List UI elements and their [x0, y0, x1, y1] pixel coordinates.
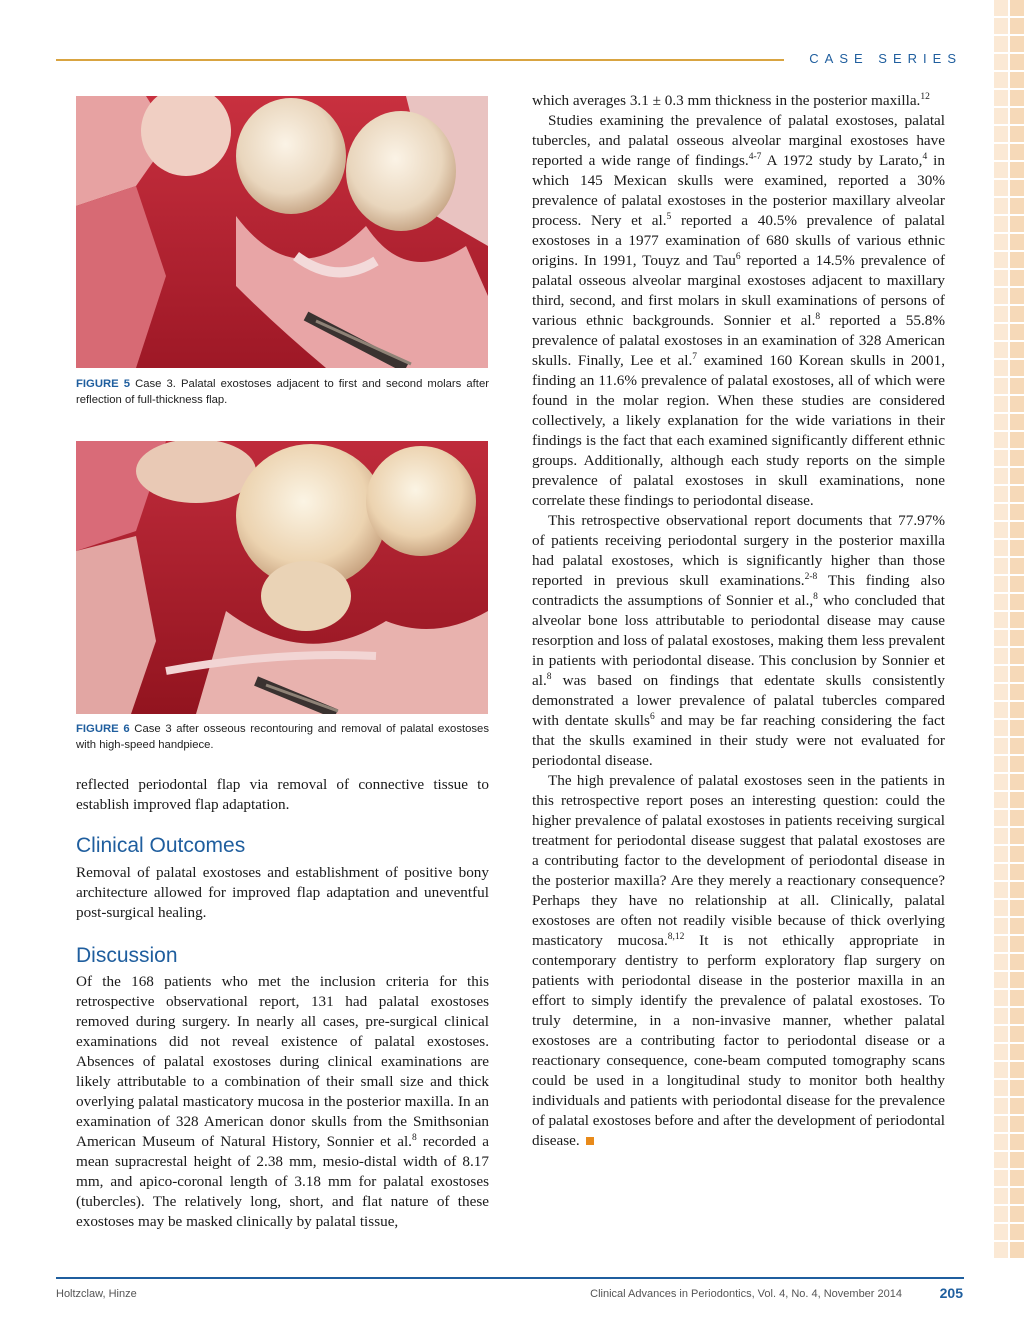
- text-run: examined 160 Korean skulls in 2001, finding an 11.6% prevalence of palatal exostoses, all of which were found in the molar region. When these studies are considered collectively, a likely explanation for the wide variations in their findings is the fact that each examined significantly different ethnic groups. Additionally, although each study reports on the simple prevalence of palatal exostoses in skull examinations, none correlate these findings to periodontal disease.: [532, 352, 945, 509]
- decorative-tile: [994, 918, 1008, 934]
- decorative-tile: [994, 558, 1008, 574]
- decorative-tile: [994, 900, 1008, 916]
- text-run: was based on findings that edentate skulls consistently demonstrated a lower prevalence of palatal tubercles compared with dentate skulls: [532, 672, 945, 729]
- decorative-tile: [1010, 432, 1024, 448]
- decorative-tile: [994, 1026, 1008, 1042]
- decorative-tile: [994, 1152, 1008, 1168]
- decorative-tile: [1010, 576, 1024, 592]
- decorative-tile: [1010, 360, 1024, 376]
- decorative-tile: [1010, 1026, 1024, 1042]
- reference: 8: [411, 1132, 417, 1143]
- decorative-tile: [1010, 90, 1024, 106]
- decorative-tile: [994, 360, 1008, 376]
- decorative-tile: [1010, 1044, 1024, 1060]
- decorative-tile: [1010, 936, 1024, 952]
- decorative-tile: [994, 108, 1008, 124]
- decorative-tile: [994, 414, 1008, 430]
- decorative-tile: [1010, 72, 1024, 88]
- decorative-tile: [994, 1170, 1008, 1186]
- decorative-tile: [994, 252, 1008, 268]
- decorative-tile: [994, 1044, 1008, 1060]
- decorative-tile: [994, 576, 1008, 592]
- decorative-tile: [994, 972, 1008, 988]
- decorative-tile: [994, 1098, 1008, 1114]
- decorative-tile: [1010, 144, 1024, 160]
- decorative-tile: [994, 234, 1008, 250]
- paragraph: [532, 511, 945, 771]
- decorative-tile: [994, 36, 1008, 52]
- decorative-tile: [1010, 486, 1024, 502]
- text-run: This finding also contradicts the assumptions of Sonnier et al.,: [532, 572, 945, 609]
- decorative-tile: [1010, 540, 1024, 556]
- caption-text: Case 3. Palatal exostoses adjacent to first and second molars after reflection of full-thickness flap.: [76, 378, 489, 406]
- decorative-tile: [1010, 306, 1024, 322]
- decorative-tile: [1010, 630, 1024, 646]
- text-run: who concluded that alveolar bone loss attributable to periodontal disease may cause resorption and loss of palatal exostoses, making them less prevalent in patients with periodontal disease. This conclusion by Sonnier et al.: [532, 592, 945, 689]
- decorative-tile: [1010, 792, 1024, 808]
- decorative-tile: [1010, 468, 1024, 484]
- paragraph: [532, 111, 945, 511]
- clinical-outcomes-text: [76, 863, 489, 923]
- decorative-tile: [994, 774, 1008, 790]
- figure-label: FIGURE 5: [76, 378, 131, 390]
- decorative-tile: [1010, 288, 1024, 304]
- decorative-tile: [1010, 882, 1024, 898]
- figure-5-caption: [76, 377, 489, 408]
- text-run: Of the 168 patients who met the inclusion criteria for this retrospective observational report, 131 had palatal exostoses removed during surgery. In nearly all cases, pre-surgical clinical examinations did not reveal existence of palatal exostoses. Absences of palatal exostoses during clinical examinations are likely attributable to a combination of their small size and thick overlying palatal masticatory mucosa in the posterior maxilla. In an examination of 328 American donor skulls from the Smithsonian American Museum of Natural History, Sonnier et al.: [76, 973, 489, 1150]
- decorative-tile: [1010, 864, 1024, 880]
- decorative-tile: [994, 792, 1008, 808]
- decorative-tile: [1010, 1098, 1024, 1114]
- decorative-tile: [1010, 1008, 1024, 1024]
- reference: 6: [735, 251, 741, 262]
- text-run: Studies examining the prevalence of palatal exostoses, palatal tubercles, and palatal osseous alveolar marginal exostoses have reported a wide range of findings.: [532, 112, 945, 169]
- decorative-tile: [1010, 954, 1024, 970]
- heading-clinical-outcomes: Clinical Outcomes: [76, 834, 246, 857]
- decorative-tile: [1010, 918, 1024, 934]
- text-run: reported a 14.5% prevalence of palatal osseous alveolar marginal exostoses adjacent to maxillary third, second, and first molars in skull examinations of persons of various ethnic backgrounds. Sonnier et al.: [532, 252, 945, 329]
- decorative-tile: [1010, 270, 1024, 286]
- decorative-tile: [1010, 252, 1024, 268]
- reference: 2-8: [804, 571, 818, 582]
- decorative-tile: [994, 594, 1008, 610]
- decorative-tile: [994, 468, 1008, 484]
- decorative-tile: [994, 630, 1008, 646]
- reference: 6: [649, 711, 655, 722]
- reference: 8: [815, 311, 821, 322]
- decorative-tile: [994, 1116, 1008, 1132]
- end-of-article-mark: [586, 1137, 594, 1145]
- decorative-tile: [994, 936, 1008, 952]
- decorative-tile: [1010, 810, 1024, 826]
- decorative-tile: [1010, 180, 1024, 196]
- decorative-tile: [994, 0, 1008, 16]
- left-column-intro: [76, 775, 489, 815]
- decorative-tile: [1010, 1206, 1024, 1222]
- decorative-tile: [994, 648, 1008, 664]
- reference: 4-7: [748, 151, 762, 162]
- decorative-tile: [1010, 234, 1024, 250]
- decorative-side-strip: [994, 0, 1024, 1325]
- decorative-tile: [994, 324, 1008, 340]
- decorative-tile: [1010, 702, 1024, 718]
- decorative-tile: [994, 864, 1008, 880]
- decorative-tile: [994, 144, 1008, 160]
- decorative-tile: [994, 486, 1008, 502]
- reference: 12: [920, 91, 930, 102]
- decorative-tile: [994, 342, 1008, 358]
- text-run: reported a 55.8% prevalence of palatal exostoses in an examination of 328 American skulls. Finally, Lee et al.: [532, 312, 945, 369]
- figure-6-caption: [76, 722, 489, 753]
- decorative-tile: [1010, 720, 1024, 736]
- decorative-tile: [994, 828, 1008, 844]
- decorative-tile: [1010, 1152, 1024, 1168]
- decorative-tile: [1010, 1134, 1024, 1150]
- decorative-tile: [994, 1134, 1008, 1150]
- decorative-tile: [1010, 162, 1024, 178]
- discussion-text: [76, 972, 489, 1232]
- decorative-tile: [994, 846, 1008, 862]
- decorative-tile: [994, 882, 1008, 898]
- decorative-tile: [1010, 684, 1024, 700]
- decorative-tile: [994, 1080, 1008, 1096]
- decorative-tile: [994, 432, 1008, 448]
- decorative-tile: [994, 684, 1008, 700]
- decorative-tile: [1010, 198, 1024, 214]
- text-run: It is not ethically appropriate in contemporary dentistry to perform exploratory flap surgery on patients with periodontal disease in the posterior maxilla in an effort to simply identify the prevalence of palatal exostoses. To truly determine, in a non-invasive manner, whether palatal exostoses are a contributing factor to periodontal disease or a reactionary consequence, cone-beam computed tomography scans could be used in a longitudinal study to monitor both healthy individuals and patients with periodontal disease for the prevalence of palatal exostoses before and after the development of periodontal disease.: [532, 932, 945, 1149]
- decorative-tile: [1010, 396, 1024, 412]
- text-run: reported a 40.5% prevalence of palatal exostoses in a 1977 examination of 680 skulls of various ethnic origins. In 1991, Touyz and Tau: [532, 212, 945, 269]
- decorative-tile: [1010, 1116, 1024, 1132]
- decorative-tile: [1010, 846, 1024, 862]
- decorative-tile: [994, 306, 1008, 322]
- decorative-tile: [1010, 666, 1024, 682]
- decorative-tile: [994, 1206, 1008, 1222]
- decorative-tile: [1010, 54, 1024, 70]
- decorative-tile: [1010, 324, 1024, 340]
- decorative-tile: [994, 18, 1008, 34]
- decorative-tile: [1010, 1170, 1024, 1186]
- text-run: and may be far reaching considering the fact that the skulls examined in their study were not evaluated for periodontal disease.: [532, 712, 945, 769]
- decorative-tile: [1010, 36, 1024, 52]
- decorative-tile: [1010, 126, 1024, 142]
- decorative-tile: [994, 72, 1008, 88]
- paragraph: [76, 972, 489, 1232]
- text-run: The high prevalence of palatal exostoses seen in the patients in this retrospective report poses an interesting question: could the higher prevalence of palatal exostoses in patients receiving surgical treatment for periodontal disease suggest that palatal exostoses are a contributing factor to the development of periodontal disease in the posterior maxilla? Are they merely a reactionary consequence? Perhaps they have no relationship at all. Clinically, palatal exostoses are often not readily visible because of thick overlying masticatory mucosa.: [532, 772, 945, 949]
- decorative-tile: [1010, 108, 1024, 124]
- decorative-tile: [1010, 594, 1024, 610]
- decorative-tile: [994, 1188, 1008, 1204]
- decorative-tile: [1010, 1080, 1024, 1096]
- decorative-tile: [1010, 756, 1024, 772]
- decorative-tile: [1010, 378, 1024, 394]
- reference: 8,12: [667, 931, 685, 942]
- text-run: A 1972 study by Larato,: [761, 152, 923, 169]
- figure-5-photo: [76, 96, 488, 368]
- decorative-tile: [1010, 648, 1024, 664]
- text-run: This retrospective observational report documents that 77.97% of patients receiving periodontal surgery in the posterior maxilla had palatal exostoses, which is significantly higher than those reported in previous skull examinations.: [532, 512, 945, 589]
- text-run: which averages 3.1 ± 0.3 mm thickness in the posterior maxilla.: [532, 92, 921, 109]
- decorative-tile: [1010, 828, 1024, 844]
- page-number: 205: [939, 1285, 963, 1301]
- decorative-tile: [1010, 1224, 1024, 1240]
- decorative-tile: [1010, 1062, 1024, 1078]
- decorative-tile: [1010, 612, 1024, 628]
- text-run: recorded a mean supracrestal height of 2.38 mm, mesio-distal width of 8.17 mm, and apico-coronal length of 3.18 mm for palatal exostoses (tubercles). The relatively long, short, and flat nature of these exostoses may be masked clinically by palatal tissue,: [76, 1133, 489, 1230]
- decorative-tile: [1010, 738, 1024, 754]
- decorative-tile: [994, 198, 1008, 214]
- figure-6-photo: [76, 441, 488, 714]
- decorative-tile: [994, 612, 1008, 628]
- decorative-tile: [1010, 774, 1024, 790]
- decorative-tile: [994, 1242, 1008, 1258]
- paragraph: [532, 91, 945, 111]
- decorative-tile: [994, 126, 1008, 142]
- footer-rule: [56, 1277, 964, 1279]
- decorative-tile: [994, 450, 1008, 466]
- decorative-tile: [1010, 972, 1024, 988]
- decorative-tile: [1010, 450, 1024, 466]
- decorative-tile: [994, 810, 1008, 826]
- caption-text: Case 3 after osseous recontouring and removal of palatal exostoses with high-speed handpiece.: [76, 723, 489, 751]
- decorative-tile: [994, 720, 1008, 736]
- heading-discussion: Discussion: [76, 944, 178, 967]
- decorative-tile: [994, 162, 1008, 178]
- decorative-tile: [1010, 18, 1024, 34]
- decorative-tile: [1010, 216, 1024, 232]
- reference: 8: [546, 671, 552, 682]
- decorative-tile: [994, 288, 1008, 304]
- decorative-tile: [994, 270, 1008, 286]
- decorative-tile: [994, 522, 1008, 538]
- right-column: [532, 91, 945, 1151]
- text-run: in which 145 Mexican skulls were examined, reported a 30% prevalence of palatal exostoses in the posterior maxillary alveolar process. Nery et al.: [532, 152, 945, 229]
- footer-authors: Holtzclaw, Hinze: [56, 1288, 137, 1300]
- decorative-tile: [994, 378, 1008, 394]
- section-label: CASE SERIES: [809, 51, 962, 66]
- paragraph: [532, 771, 945, 1151]
- decorative-tile: [994, 54, 1008, 70]
- decorative-tile: [1010, 990, 1024, 1006]
- header-rule: [56, 59, 784, 61]
- decorative-tile: [994, 504, 1008, 520]
- decorative-tile: [1010, 342, 1024, 358]
- decorative-tile: [994, 702, 1008, 718]
- paragraph: reflected periodontal flap via removal of connective tissue to establish improved flap adaptation.: [76, 776, 489, 813]
- decorative-tile: [1010, 414, 1024, 430]
- reference: 4: [922, 151, 928, 162]
- decorative-tile: [994, 756, 1008, 772]
- paragraph: Removal of palatal exostoses and establishment of positive bony architecture allowed for improved flap adaptation and uneventful post-surgical healing.: [76, 864, 489, 921]
- decorative-tile: [1010, 558, 1024, 574]
- decorative-tile: [1010, 1242, 1024, 1258]
- decorative-tile: [994, 1224, 1008, 1240]
- decorative-tile: [1010, 1188, 1024, 1204]
- decorative-tile: [994, 1008, 1008, 1024]
- reference: 5: [666, 211, 672, 222]
- decorative-tile: [1010, 504, 1024, 520]
- reference: 8: [813, 591, 818, 602]
- decorative-tile: [1010, 0, 1024, 16]
- decorative-tile: [994, 666, 1008, 682]
- decorative-tile: [1010, 900, 1024, 916]
- figure-label: FIGURE 6: [76, 723, 130, 735]
- decorative-tile: [994, 1062, 1008, 1078]
- decorative-tile: [994, 396, 1008, 412]
- decorative-tile: [994, 954, 1008, 970]
- footer-journal: Clinical Advances in Periodontics, Vol. 4, No. 4, November 2014: [590, 1288, 902, 1300]
- decorative-tile: [994, 216, 1008, 232]
- decorative-tile: [994, 90, 1008, 106]
- decorative-tile: [994, 990, 1008, 1006]
- decorative-tile: [994, 540, 1008, 556]
- decorative-tile: [994, 738, 1008, 754]
- decorative-tile: [1010, 522, 1024, 538]
- decorative-tile: [994, 180, 1008, 196]
- reference: 7: [692, 351, 698, 362]
